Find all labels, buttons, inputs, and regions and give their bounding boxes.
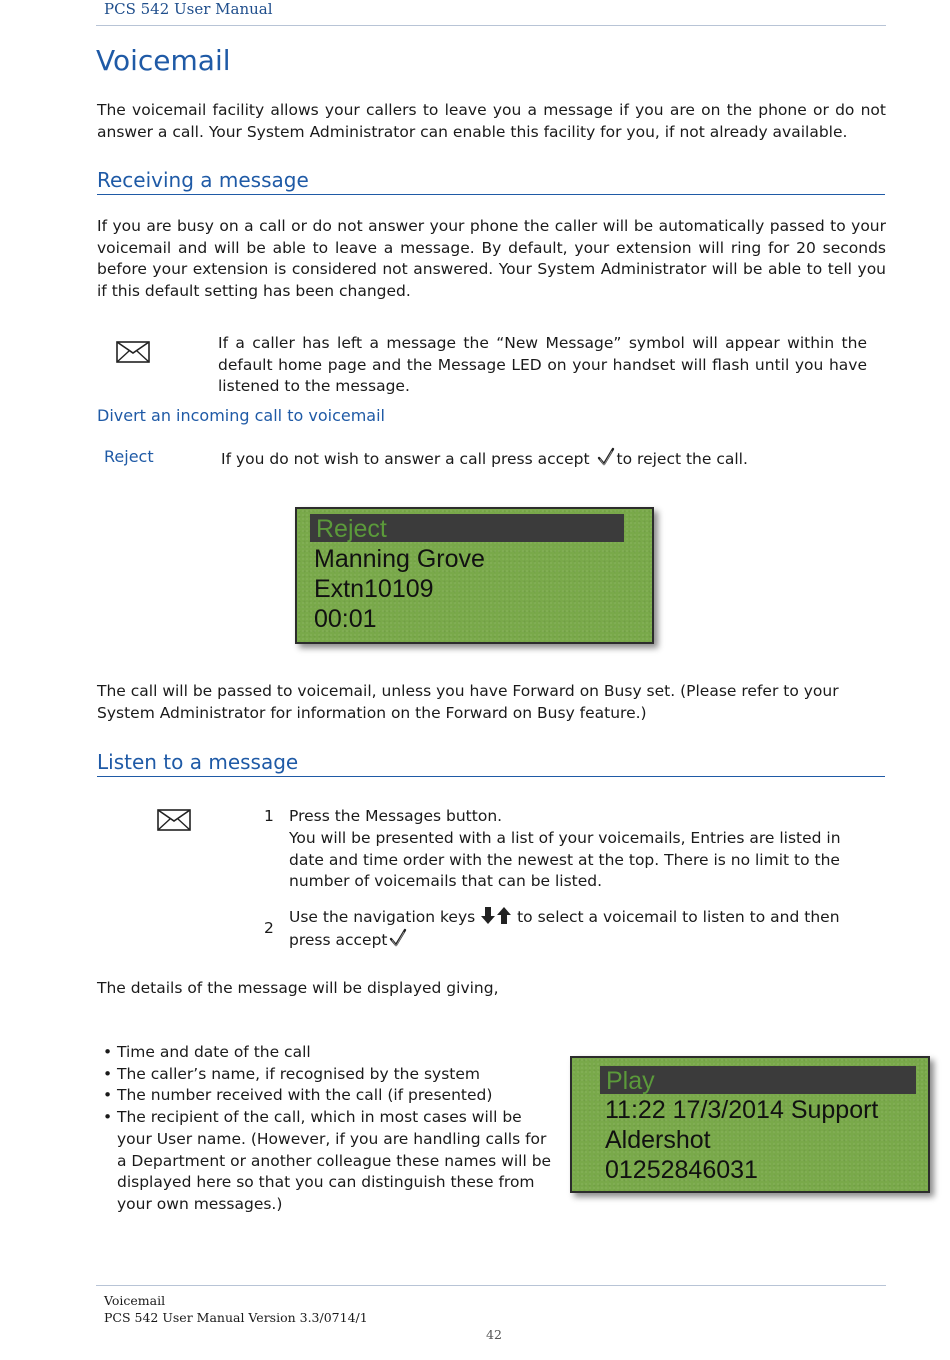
- listen-heading: Listen to a message: [97, 750, 299, 774]
- step1-line1: Press the Messages button.: [289, 807, 503, 825]
- page-number: 42: [486, 1327, 502, 1342]
- envelope-icon: [157, 809, 191, 831]
- lcd-reject-title: Reject: [316, 515, 387, 543]
- lcd-play-display: [570, 1056, 930, 1193]
- list-item: • Time and date of the call: [97, 1042, 552, 1064]
- step2-number: 2: [264, 919, 274, 937]
- lcd-reject-line2: Extn10109: [314, 575, 434, 603]
- reject-instruction: [221, 447, 861, 474]
- footer-section: Voicemail: [104, 1293, 166, 1308]
- lcd-play-line2: Aldershot: [605, 1126, 711, 1154]
- reject-text-before: If you do not wish to answer a call press accept: [221, 450, 590, 468]
- listen-heading-rule: [97, 776, 885, 777]
- page-title: Voicemail: [96, 44, 231, 77]
- footer-rule: [96, 1285, 886, 1286]
- envelope-icon: [116, 341, 150, 363]
- new-message-note: If a caller has left a message the “New Message” symbol will appear within the default home page and the Message LED on your handset will flash until you have listened to the message.: [218, 334, 867, 396]
- lcd-reject-line3: 00:01: [314, 605, 377, 633]
- checkmark-icon: [597, 447, 615, 474]
- step1-line2: You will be presented with a list of your voicemails, Entries are listed in date and time order with the newest at the top. There is no limit to the number of voicemails that can be listed.: [289, 829, 841, 891]
- details-list: [97, 1042, 552, 1216]
- reject-text-after: to reject the call.: [616, 450, 748, 468]
- checkmark-icon: [389, 928, 407, 955]
- step2-line2: [289, 928, 859, 955]
- receiving-paragraph: If you are busy on a call or do not answer your phone the caller will be automatically passed to your voicemail and will be able to leave a message. By default, your extension will ring for 20 seconds before your extension is considered not answered. Your System Administrator will be able to tell you if this default setting has been changed.: [97, 217, 886, 301]
- lcd-play-title: Play: [606, 1067, 655, 1095]
- footer-version: PCS 542 User Manual Version 3.3/0714/1: [104, 1310, 368, 1325]
- step1-number: 1: [264, 807, 274, 825]
- list-item: • The caller’s name, if recognised by the system: [97, 1064, 552, 1086]
- after-reject-paragraph: The call will be passed to voicemail, unless you have Forward on Busy set. (Please refer to your System Administrator for information on the Forward on Busy feature.): [97, 682, 839, 722]
- header-rule: [96, 25, 886, 26]
- receiving-heading-rule: [97, 194, 885, 195]
- lcd-reject-line1: Manning Grove: [314, 545, 485, 573]
- reject-label: Reject: [104, 447, 154, 466]
- step2-text-before: Use the navigation keys: [289, 908, 476, 926]
- step2-text-after: to select a voicemail to listen to and then: [517, 908, 840, 926]
- list-item: • The number received with the call (if presented): [97, 1085, 552, 1107]
- list-item: • The recipient of the call, which in most cases will be your User name. (However, if you are handling calls for a Department or another colleague these names will be displayed here so that you can distinguish these from your own messages.): [97, 1107, 552, 1216]
- intro-paragraph: The voicemail facility allows your callers to leave you a message if you are on the phone or do not answer a call. Your System Administrator can enable this facility for you, if not already available.: [97, 101, 886, 141]
- details-intro: The details of the message will be displayed giving,: [97, 979, 499, 997]
- lcd-play-line3: 01252846031: [605, 1156, 758, 1184]
- receiving-heading: Receiving a message: [97, 168, 309, 192]
- divert-heading: Divert an incoming call to voicemail: [97, 406, 385, 425]
- lcd-play-line1: 11:22 17/3/2014 Support: [605, 1096, 879, 1124]
- step2-line2-text: press accept: [289, 931, 388, 949]
- lcd-reject-display: [295, 507, 654, 644]
- running-header: PCS 542 User Manual: [104, 0, 273, 18]
